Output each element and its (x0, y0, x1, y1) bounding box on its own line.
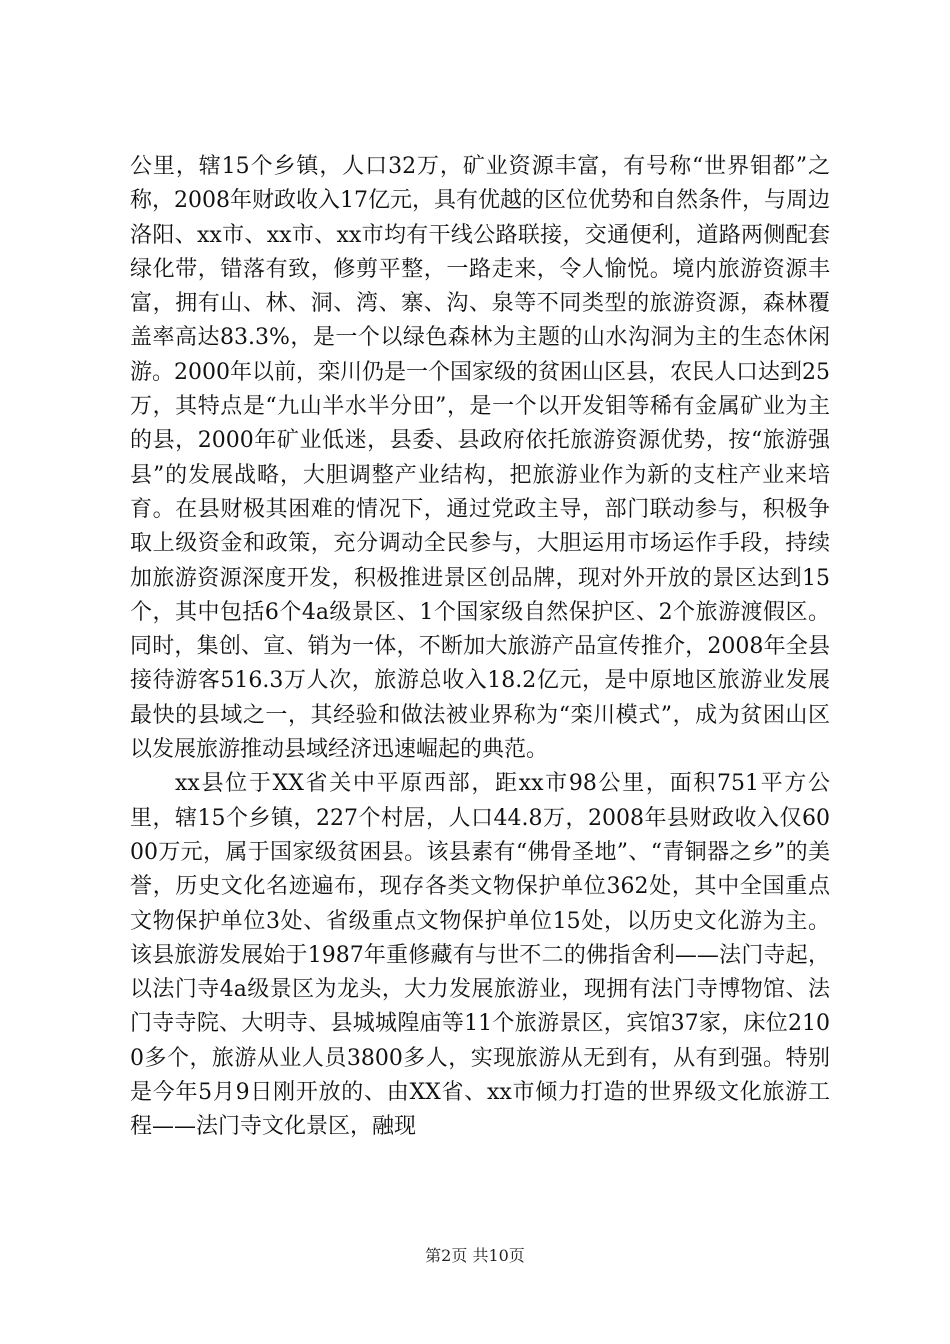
document-body (130, 150, 830, 1145)
page-footer: 第2页 共10页 (425, 1246, 525, 1265)
paragraph-county-overview: xx县位于XX省关中平原西部，距xx市98公里，面积751平方公里，辖15个乡镇，227个村居，人口44.8万，2008年县财政收入仅6000万元，属于国家级贫困县。该县素有“佛骨圣地”、“青铜器之乡”的美誉，历史文化名迹遍布，现存各类文物保护单位362处，其中全国重点文物保护单位3处、省级重点文物保护单位15处，以历史文化游为主。该县旅游发展始于1987年重修藏有与世不二的佛指舍利——法门寺起，以法门寺4a级景区为龙头，大力发展旅游业，现拥有法门寺博物馆、法门寺寺院、大明寺、县城城隍庙等11个旅游景区，宾馆37家，床位2100多个，旅游从业人员3800多人，实现旅游从无到有，从有到强。特别是今年5月9日刚开放的、由XX省、xx市倾力打造的世界级文化旅游工程——法门寺文化景区，融现 (130, 771, 830, 1140)
paragraph-luanchuan: 公里，辖15个乡镇，人口32万，矿业资源丰富，有号称“世界钼都”之称，2008年财政收入17亿元，具有优越的区位优势和自然条件，与周边洛阳、xx市、xx市、xx市均有干线公路联接，交通便利，道路两侧配套绿化带，错落有致，修剪平整，一路走来，令人愉悦。境内旅游资源丰富，拥有山、林、洞、湾、寨、沟、泉等不同类型的旅游资源，森林覆盖率高达83.3%，是一个以绿色森林为主题的山水沟洞为主的生态休闲游。2000年以前，栾川仍是一个国家级的贫困山区县，农民人口达到25万，其特点是“九山半水半分田”，是一个以开发钼等稀有金属矿业为主的县，2000年矿业低迷，县委、县政府依托旅游资源优势，按“旅游强县”的发展战略，大胆调整产业结构，把旅游业作为新的支柱产业来培育。在县财极其困难的情况下，通过党政主导，部门联动参与，积极争取上级资金和政策，充分调动全民参与，大胆运用市场运作手段，持续加旅游资源深度开发，积极推进景区创品牌，现对外开放的景区达到15个，其中包括6个4a级景区、1个国家级自然保护区、2个旅游渡假区。同时，集创、宣、销为一体，不断加大旅游产品宣传推介，2008年全县接待游客516.3万人次，旅游总收入18.2亿元，是中原地区旅游业发展最快的县域之一，其经验和做法被业界称为“栾川模式”，成为贫困山区以发展旅游推动县域经济迅速崛起的典范。 (130, 154, 830, 763)
